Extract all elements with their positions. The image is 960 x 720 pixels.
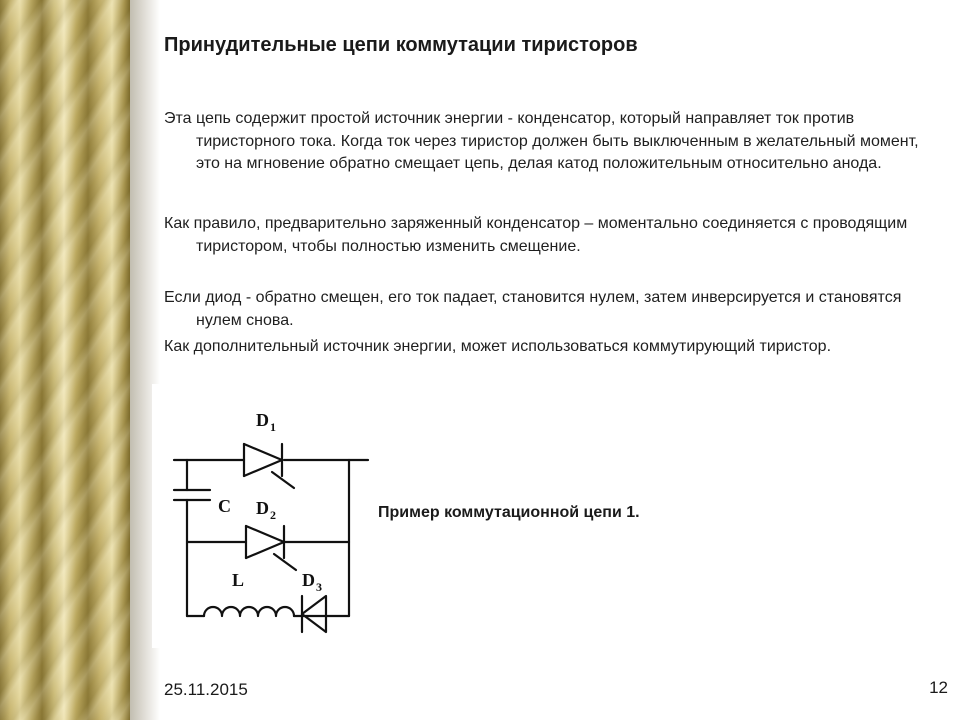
label-d2-subscript: 2 [270,508,276,522]
label-inductor: L [232,570,245,590]
slide-title: Принудительные цепи коммутации тиристоров [164,34,638,56]
paragraph-4: Как дополнительный источник энергии, может использоваться коммутирующий тиристор. [164,338,832,355]
label-d3: D [302,570,315,590]
label-d1-subscript: 1 [270,420,276,434]
paragraph-3: Если диод - обратно смещен, его ток падает, становится нулем, затем инверсируется и становятся нулем снова. [164,289,902,329]
thyristor-d2-triangle [246,526,284,558]
slide-number: 12 [929,678,948,697]
label-d1: D [256,410,269,430]
slide-date: 25.11.2015 [164,680,248,699]
label-capacitor: C [218,496,231,516]
inductor-coil [204,607,294,616]
thyristor-d1-triangle [244,444,282,476]
label-d2: D [256,498,269,518]
circuit-caption: Пример коммутационной цепи 1. [378,504,640,521]
paragraph-2: Как правило, предварительно заряженный конденсатор – моментально соединяется с проводящим тиристором, чтобы полностью изменить смещение. [164,215,908,255]
diode-d3-triangle [302,596,326,632]
circuit-diagram [152,384,372,648]
paragraph-1: Эта цепь содержит простой источник энергии - конденсатор, который направляет ток против тиристорного тока. Когда ток через тиристор должен быть выключенным в желательный момент, это на мгновение обратно смещает цепь, делая катод положительным относительно анода. [164,110,919,172]
decorative-side-panel [0,0,130,720]
label-d3-subscript: 3 [316,580,322,594]
circuit-schematic [152,384,372,648]
